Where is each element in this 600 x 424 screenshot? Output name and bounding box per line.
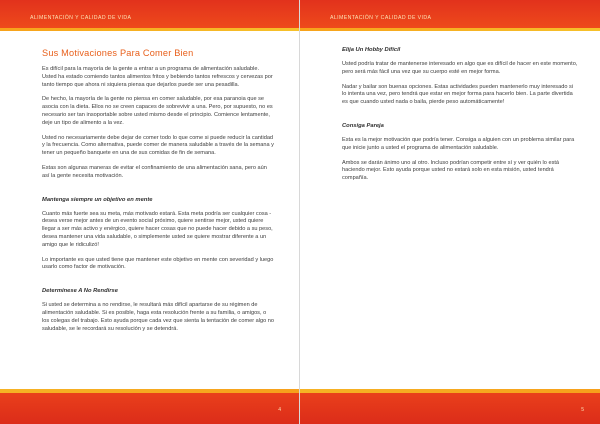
paragraph: Es difícil para la mayoría de la gente a entrar a un programa de alimentación saludable. Usted ha estado comiendo tantos alimentos fritos y bebiendo tantos refrescos y cervezas por tanto tiempo que ahora ni siquiera piensa que dejarlos puede ser una pesadilla. [42, 66, 273, 88]
paragraph: Nadar y bailar son buenas opciones. Estas actividades pueden mantenerlo muy interesado si lo intenta una vez, pero tendrá que estar en mejor forma para hacerlo bien. La parte divertida es que cuando usted nada o baila, pierde peso automáticamente! [342, 83, 574, 106]
subheading-partner: Consiga Pareja [342, 122, 384, 129]
paragraph: Estas son algunas maneras de evitar el confinamiento de una alimentación sana, pero aún así la gente necesita motivación. [42, 164, 267, 179]
header-band [0, 0, 299, 28]
page-number: 4 [278, 407, 281, 413]
page-number: 5 [581, 407, 584, 413]
paragraph: Si usted se determina a no rendirse, le resultará más difícil apartarse de su régimen de alimentación saludable. Si es posible, haga esta resolución frente a su familia, o amigos, o los colegas del trabajo. Esto ayuda porque cada vez que sienta la tentación de comer algo no saludable, se le recordará su resolución y se detendrá. [42, 302, 274, 332]
paragraph: Usted no necesariamente debe dejar de comer todo lo que come si puede reducir la cantidad y la frecuencia. Como alternativa, puede comer de manera saludable a través de la semana y tener un pequeño banquete en una de sus comidas de fin de semana. [42, 134, 274, 157]
paragraph: Usted podría tratar de mantenerse interesado en algo que es difícil de hacer en este momento, pero será más fácil una vez que su cuerpo esté en mejor forma. [342, 61, 578, 75]
header-band [300, 0, 600, 28]
paragraph: Lo importante es que usted tiene que mantener este objetivo en mente con severidad y luego usarlo como factor de motivación. [42, 256, 274, 271]
footer-band [300, 393, 600, 424]
paragraph: Cuanto más fuerte sea su meta, más motivado estará. Esta meta podría ser cualquier cosa - desea verse mejor antes de un evento social próximo, quiere sentirse mejor, usted quiere llegar a ser más activo y enérgico, quiere hacer cosas que no puede hacer debido a su peso, desea mantener una vida saludable, o simplemente usted se quiere mostrar diferente a un amigo que le ridiculizó! [42, 210, 273, 248]
left-page-content [42, 48, 274, 340]
paragraph: Esta es la mejor motivación que podría tener. Consiga a alguien con un problema similar para que inicie junto a usted el programa de alimentación saludable. [342, 136, 575, 151]
right-page-content [342, 47, 578, 190]
section-title: Sus Motivaciones Para Comer Bien [42, 48, 194, 58]
subheading-hobby: Elija Un Hobby Difícil [342, 47, 401, 53]
paragraph: Ambos se darán ánimo uno al otro. Incluso podrían competir entre sí y ver quién lo está haciendo mejor. Esto ayuda porque usted no estará solo en esta misión, usted tendrá compañía. [342, 159, 560, 182]
running-head: ALIMENTACIÓN Y CALIDAD DE VIDA [330, 15, 432, 21]
footer-band [0, 393, 299, 424]
subheading-goal: Mantenga siempre un objetivo en mente [42, 196, 153, 203]
subheading-determination: Determínese A No Rendirse [42, 288, 118, 295]
paragraph: De hecho, la mayoría de la gente no piensa en comer saludable, por esa paranoia que se asocia con la dieta. Ellos no se creen capaces de sobrevivir a una. Pero, por supuesto, no es necesario ser tan insoportable sobre usted mismo desde el principio. Comience lentamente, deje un tipo de alimento a la vez. [42, 96, 273, 126]
running-head: ALIMENTACIÓN Y CALIDAD DE VIDA [30, 15, 132, 21]
right-page [300, 0, 600, 424]
